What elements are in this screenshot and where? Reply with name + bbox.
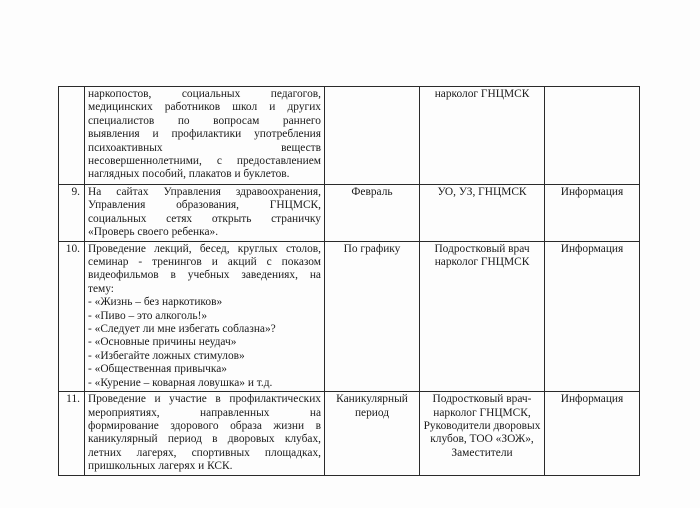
table-row [59, 185, 640, 242]
report-cell [545, 87, 640, 185]
executor-cell: Подростковый врач нарколог ГНЦМСК [420, 241, 545, 391]
description-line: На сайтах Управления здравоохранения, [88, 186, 321, 198]
description-line: летних лагерях, спортивных площадках, [88, 446, 321, 459]
description-line: «Проверь своего ребенка». [88, 226, 219, 239]
report-cell: Информация [545, 392, 640, 475]
description-line: видеофильмов в учебных заведениях, на [88, 269, 321, 282]
executor-cell: УО, УЗ, ГНЦМСК [420, 185, 545, 242]
description-line: социальных сетях открыть страничку [88, 212, 321, 225]
activity-description [85, 241, 325, 391]
description-line: - «Пиво – это алкоголь!» [88, 309, 208, 322]
period-cell: По графику [325, 241, 420, 391]
description-line: пришкольных лагерях и КСК. [88, 460, 233, 473]
row-number: 9. [59, 185, 85, 242]
row-number [59, 87, 85, 185]
description-line: каникулярный период в дворовых клубах, [88, 433, 321, 446]
description-line: - «Основные причины неудач» [88, 336, 237, 349]
period-cell: Каникулярный период [325, 392, 420, 475]
description-line: несовершеннолетними, с предоставлением [88, 155, 321, 168]
report-cell: Информация [545, 241, 640, 391]
description-line: Проведение лекций, бесед, круглых столов, [88, 242, 321, 255]
period-cell [325, 87, 420, 185]
description-line: - «Избегайте ложных стимулов» [88, 349, 245, 362]
description-line: семинар - тренингов и акций с показом [88, 256, 321, 269]
description-line: выявления и профилактики употребления [88, 128, 321, 141]
description-line: - «Курение – коварная ловушка» и т.д. [88, 376, 273, 389]
executor-cell: Подростковый врач-нарколог ГНЦМСК, Руководители дворовых клубов, ТОО «ЗОЖ», Заместители [420, 392, 545, 475]
executor-cell: нарколог ГНЦМСК [420, 87, 545, 185]
description-line: специалистов по вопросам раннего [88, 114, 321, 127]
description-line: формирование здорового образа жизни в [88, 419, 321, 432]
description-line: психоактивных веществ [88, 141, 321, 154]
description-line: наглядных пособий, плакатов и буклетов. [88, 168, 290, 181]
row-number: 10. [59, 241, 85, 391]
table-row [59, 241, 640, 391]
report-cell: Информация [545, 185, 640, 242]
description-line: мероприятиях, направленных на [88, 406, 321, 419]
activities-table [58, 86, 640, 476]
description-line: наркопостов, социальных педагогов, [88, 88, 321, 100]
description-line: Управления образования, ГНЦМСК, [88, 199, 321, 212]
description-line: - «Следует ли мне избегать соблазна»? [88, 323, 276, 336]
period-cell: Февраль [325, 185, 420, 242]
table-row [59, 87, 640, 185]
row-number: 11. [59, 392, 85, 475]
table-row [59, 392, 640, 475]
description-line: тему: [88, 282, 114, 295]
activity-description [85, 87, 325, 185]
activity-description [85, 185, 325, 242]
table-body [59, 87, 640, 476]
description-line: - «Жизнь – без наркотиков» [88, 296, 223, 309]
activity-description [85, 392, 325, 475]
description-line: - «Общественная привычка» [88, 363, 227, 376]
description-line: медицинских работников школ и других [88, 101, 321, 114]
description-line: Проведение и участие в профилактических [88, 393, 321, 406]
